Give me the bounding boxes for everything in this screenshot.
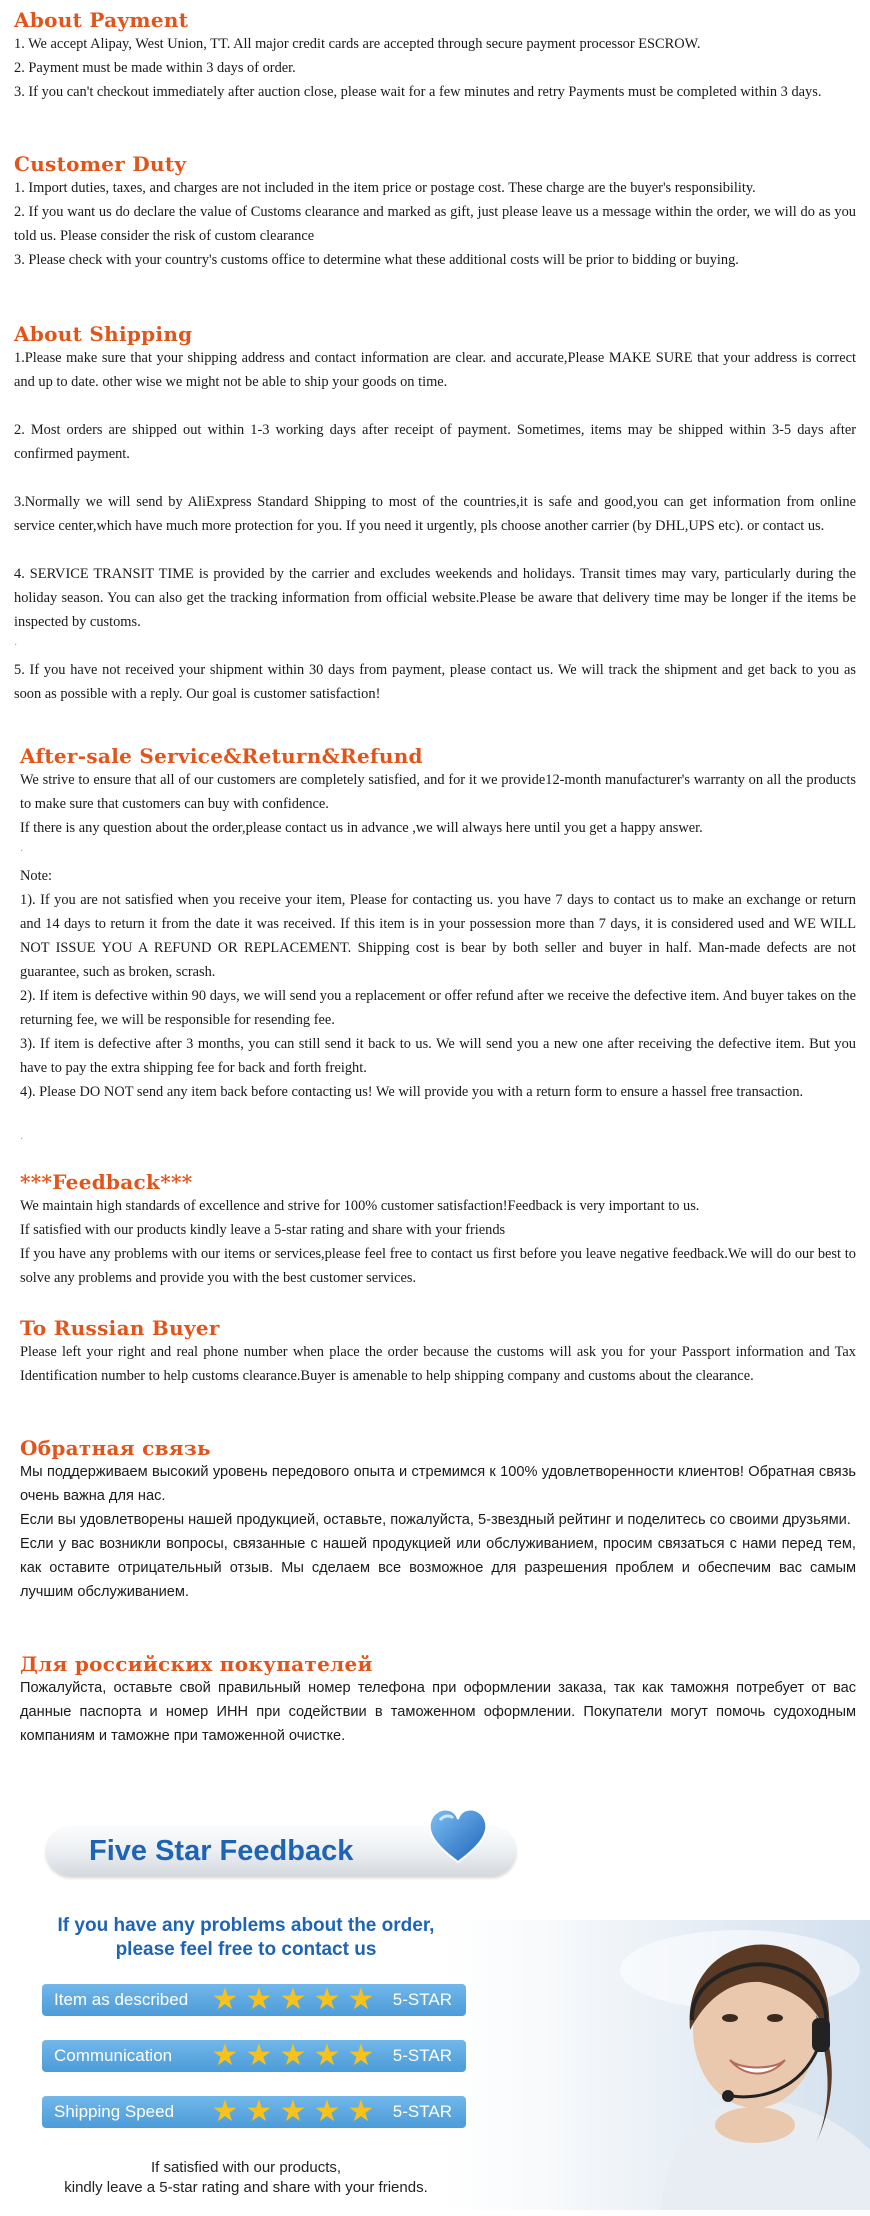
about-shipping-heading: About Shipping <box>14 322 193 346</box>
duty-line-2: 2. If you want us do declare the value of Customs clearance and marked as gift, just please leave us a message within the order, we will do as you told us. Please consider the risk of custom clearance <box>14 204 856 244</box>
payment-line-1: 1. We accept Alipay, West Union, TT. All major credit cards are accepted through secure payment processor ESCROW. <box>14 36 701 52</box>
shipping-spacer <box>14 394 856 418</box>
star-icon: ★ <box>211 1982 239 2017</box>
russian-buyer-heading: To Russian Buyer <box>20 1316 220 1340</box>
rating-score: 5-STAR <box>392 1990 452 2009</box>
after-sale-note-4: 4). Please DO NOT send any item back before contacting us! We will provide you with a return form to ensure a hassel free transaction. <box>20 1084 804 1100</box>
five-star-title: Five Star Feedback <box>89 1835 354 1867</box>
star-icon: ★ <box>313 2038 341 2073</box>
star-icon: ★ <box>211 2094 239 2129</box>
star-rating <box>208 2038 378 2073</box>
after-sale-note-label: Note: <box>20 868 52 884</box>
feedback-section <box>20 1170 856 1290</box>
rating-score: 5-STAR <box>392 2102 452 2121</box>
payment-line-3: 3. If you can't checkout immediately after auction close, please wait for a few minutes and retry Payments must be completed within 3 days. <box>14 84 822 100</box>
star-icon: ★ <box>313 1982 341 2017</box>
russian-buyer-para: Please left your right and real phone number when place the order because the customs will ask you for your Passport information and Tax Identification number to help customs clearance.Buyer is amenable to help shipping company and customs about the clearance. <box>20 1344 856 1384</box>
feedback-heading: ***Feedback*** <box>20 1170 193 1194</box>
customer-duty-section <box>14 152 856 272</box>
rating-row-shipping-speed <box>42 2096 466 2128</box>
heart-icon <box>426 1806 490 1866</box>
shipping-para-4: 4. SERVICE TRANSIT TIME is provided by the carrier and excludes weekends and holidays. Transit times may vary, particularly during the holiday season. You can also get the tracking information from official website.Please be aware that delivery time may be longer if the items be inspected by customs. <box>14 566 856 630</box>
star-icon: ★ <box>347 2038 375 2073</box>
after-sale-heading: After-sale Service&Return&Refund <box>20 744 423 768</box>
shipping-dot: · <box>14 640 18 651</box>
after-sale-note-3: 3). If item is defective after 3 months, you can still send it back to us. We will send you a new one after receiving the defective item. But you have to pay the extra shipping fee for back and forth freight. <box>20 1036 856 1076</box>
banner-footer-line-2: kindly leave a 5-star rating and share with your friends. <box>64 2179 428 2196</box>
shipping-para-5: 5. If you have not received your shipment within 30 days from payment, please contact us. We will track the shipment and get back to you as soon as possible with a reply. Our goal is customer satisfaction! <box>14 662 856 702</box>
shipping-para-3: 3.Normally we will send by AliExpress Standard Shipping to most of the countries,it is safe and good,you can get information from online service center,which have much more protection for you. If you need it urgently, pls choose another carrier (by DHL,UPS etc). or contact us. <box>14 494 856 534</box>
rating-row-item-as-described <box>42 1984 466 2016</box>
duty-line-1: 1. Import duties, taxes, and charges are not included in the item price or postage cost. These charge are the buyer's responsibility. <box>14 180 756 196</box>
ru-feedback-heading: Обратная связь <box>20 1436 211 1460</box>
star-icon: ★ <box>279 2094 307 2129</box>
five-star-feedback-banner <box>0 1790 870 2216</box>
ru-buyers-section <box>20 1652 856 1748</box>
after-sale-dot: · <box>20 846 24 857</box>
after-sale-dot-2: · <box>20 1134 24 1145</box>
duty-line-3: 3. Please check with your country's customs office to determine what these additional costs will be prior to bidding or buying. <box>14 252 739 268</box>
star-icon: ★ <box>347 1982 375 2017</box>
feedback-para-2: If satisfied with our products kindly leave a 5-star rating and share with your friends <box>20 1222 506 1238</box>
feedback-para-3: If you have any problems with our items or services,please feel free to contact us first before you leave negative feedback.We will do our best to solve any problems and provide you with the best customer services. <box>20 1246 856 1286</box>
ru-feedback-para-2: Если вы удовлетворены нашей продукцией, оставьте, пожалуйста, 5-звездный рейтинг и поделитесь со своими друзьями. <box>20 1512 851 1528</box>
payment-line-2: 2. Payment must be made within 3 days of order. <box>14 60 296 76</box>
star-icon: ★ <box>245 2094 273 2129</box>
ru-buyers-para: Пожалуйста, оставьте свой правильный номер телефона при оформлении заказа, так как таможня потребует от вас данные паспорта и номер ИНН при содействии в таможенном оформлении. Покупатели могут помочь судоходным компаниям и таможне при таможенной очистке. <box>20 1680 856 1744</box>
ru-feedback-para-3: Если у вас возникли вопросы, связанные с нашей продукцией или обслуживанием, просим связаться с нами перед тем, как оставите отрицательный отзыв. Мы сделаем все возможное для разрешения проблем и обеспечим вас самым лучшим обслуживанием. <box>20 1536 856 1600</box>
after-sale-section <box>20 744 856 1152</box>
ru-buyers-heading: Для российских покупателей <box>20 1652 373 1676</box>
star-icon: ★ <box>245 1982 273 2017</box>
star-icon: ★ <box>279 2038 307 2073</box>
shipping-spacer <box>14 538 856 562</box>
customer-duty-heading: Customer Duty <box>14 152 187 176</box>
shipping-para-2: 2. Most orders are shipped out within 1-3 working days after receipt of payment. Sometimes, items may be shipped within 3-5 days after confirmed payment. <box>14 422 856 462</box>
banner-footer-line-1: If satisfied with our products, <box>150 2159 342 2176</box>
star-icon: ★ <box>347 2094 375 2129</box>
rating-row-communication <box>42 2040 466 2072</box>
rating-label: Item as described <box>54 1990 189 2009</box>
about-payment-section <box>14 8 856 104</box>
support-agent-photo <box>440 1920 870 2210</box>
shipping-para-1: 1.Please make sure that your shipping address and contact information are clear. and accurate,Please MAKE SURE that your address is correct and up to date. other wise we might not be able to ship your goods on time. <box>14 350 856 390</box>
after-sale-note-2: 2). If item is defective within 90 days, we will send you a replacement or offer refund after we receive the defective item. And buyer takes on the returning fee, we will be responsible for resending fee. <box>20 988 856 1028</box>
about-shipping-section <box>14 322 856 706</box>
star-icon: ★ <box>245 2038 273 2073</box>
rating-label: Shipping Speed <box>54 2102 175 2121</box>
russian-buyer-section <box>20 1316 856 1388</box>
after-sale-spacer <box>20 1104 856 1128</box>
contact-prompt-line-2: please feel free to contact us <box>115 1939 377 1960</box>
after-sale-para-2: If there is any question about the order,please contact us in advance ,we will always here until you get a happy answer. <box>20 820 703 836</box>
star-rating <box>208 1982 378 2017</box>
star-icon: ★ <box>313 2094 341 2129</box>
about-payment-heading: About Payment <box>14 8 189 32</box>
star-icon: ★ <box>279 1982 307 2017</box>
after-sale-note-1: 1). If you are not satisfied when you receive your item, Please for contacting us. you have 7 days to contact us to make an exchange or return and 14 days to return it from the date it was received. If this item is in your possession more than 7 days, it is considered used and WE WILL NOT ISSUE YOU A REFUND OR REPLACEMENT. Shipping cost is bear by both seller and buyer in half. Man-made defects are not guarantee, such as broken, scrash. <box>20 892 856 980</box>
feedback-para-1: We maintain high standards of excellence and strive for 100% customer satisfaction!Feedback is very important to us. <box>20 1198 700 1214</box>
ru-feedback-para-1: Мы поддерживаем высокий уровень передового опыта и стремимся к 100% удовлетворенности клиентов! Обратная связь очень важна для нас. <box>20 1464 856 1504</box>
star-icon: ★ <box>211 2038 239 2073</box>
after-sale-para-1: We strive to ensure that all of our customers are completely satisfied, and for it we provide12-month manufacturer's warranty on all the products to make sure that customers can buy with confidence. <box>20 772 856 812</box>
star-rating <box>208 2094 378 2129</box>
rating-score: 5-STAR <box>392 2046 452 2065</box>
rating-label: Communication <box>54 2046 173 2065</box>
shipping-spacer <box>14 466 856 490</box>
contact-prompt-line-1: If you have any problems about the order, <box>57 1915 435 1936</box>
ru-feedback-section <box>20 1436 856 1604</box>
